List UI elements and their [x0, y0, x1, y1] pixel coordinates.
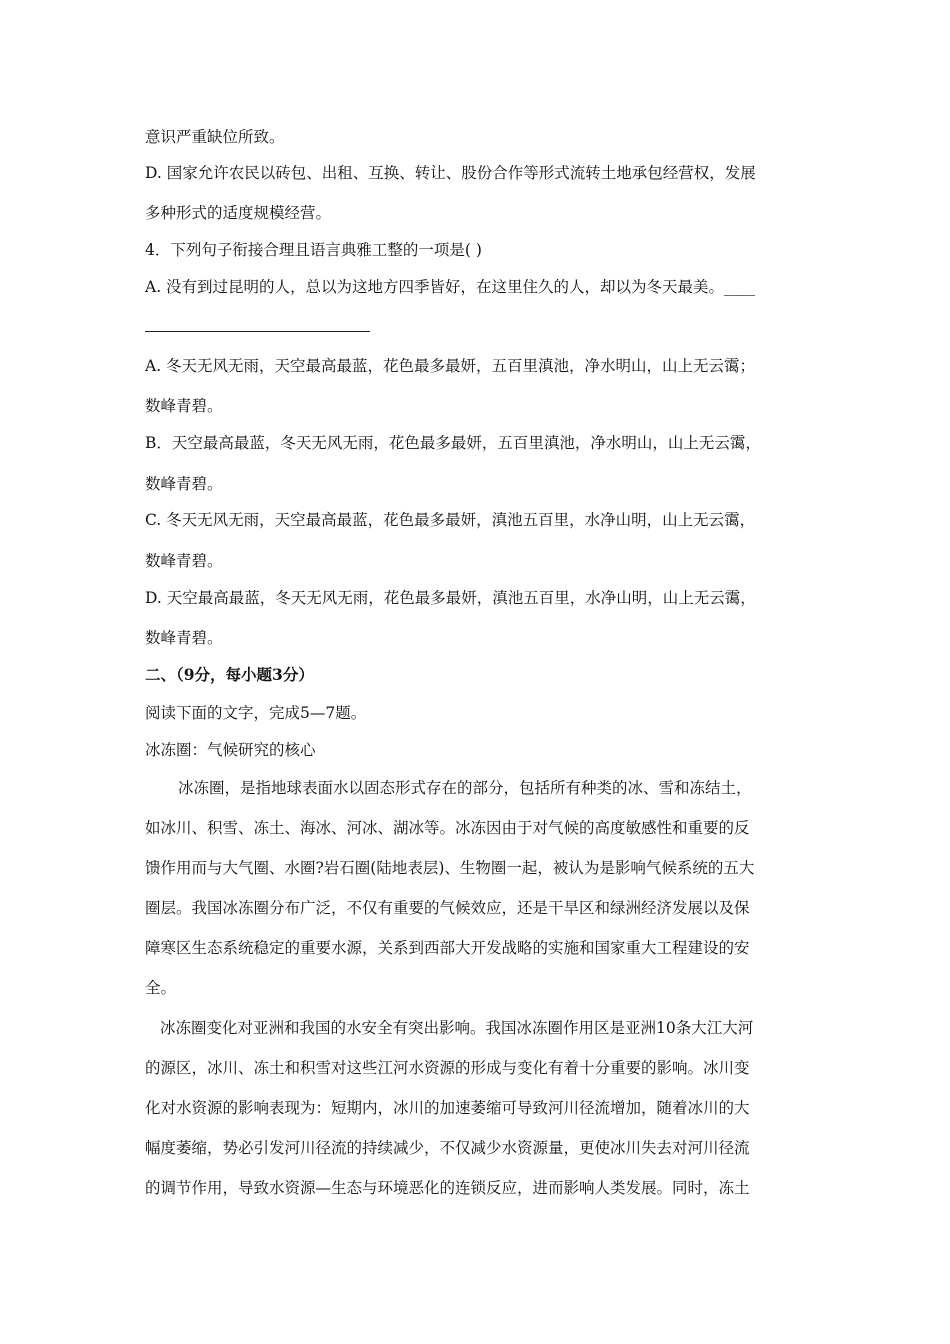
text-line: 意识严重缺位所致。 — [145, 128, 285, 146]
option-b: B．天空最高最蓝，冬天无风无雨，花色最多最妍，五百里滇池，净水明山，山上无云霭， — [145, 434, 761, 452]
paragraph-line: 的调节作用，导致水资源—生态与环境恶化的连锁反应，进而影响人类发展。同时，冻土 — [145, 1179, 750, 1197]
option-d-cont: 数峰青碧。 — [145, 629, 223, 647]
question-4-stem: A. 没有到过昆明的人，总以为这地方四季皆好，在这里住久的人，却以为冬天最美。____ — [145, 278, 756, 296]
option-c: C. 冬天无风无雨，天空最高最蓝，花色最多最妍，滇池五百里，水净山明，山上无云霭， — [145, 511, 756, 529]
option-c-cont: 数峰青碧。 — [145, 552, 223, 570]
paragraph-line: 馈作用而与大气圈、水圈?岩石圈(陆地表层)、生物圈一起，被认为是影响气候系统的五大 — [145, 859, 755, 877]
paragraph-line: 化对水资源的影响表现为：短期内，冰川的加速萎缩可导致河川径流增加，随着冰川的大 — [145, 1099, 750, 1117]
article-title: 冰冻圈：气候研究的核心 — [145, 741, 316, 759]
paragraph-line: 如冰川、积雪、冻土、海冰、河冰、湖冰等。冰冻因由于对气候的高度敏感性和重要的反 — [145, 819, 750, 837]
paragraph-line: 幅度萎缩，势必引发河川径流的持续减少，不仅减少水资源量，更使冰川失去对河川径流 — [145, 1139, 750, 1157]
option-a-cont: 数峰青碧。 — [145, 397, 223, 415]
option-a: A. 冬天无风无雨，天空最高最蓝，花色最多最妍，五百里滇池，净水明山，山上无云霭； — [145, 357, 756, 375]
paragraph-line: 障寒区生态系统稳定的重要水源，关系到西部大开发战略的实施和国家重大工程建设的安 — [145, 939, 750, 957]
instruction: 阅读下面的文字，完成5—7题。 — [145, 704, 367, 722]
paragraph-line: 冰冻圈变化对亚洲和我国的水安全有突出影响。我国冰冻圈作用区是亚洲10条大江大河 — [160, 1019, 754, 1037]
option-b-cont: 数峰青碧。 — [145, 475, 223, 493]
answer-blank-line — [145, 331, 370, 332]
section-heading: 二、（9分，每小题3分） — [145, 665, 314, 684]
text-line: D. 国家允许农民以砖包、出租、互换、转让、股份合作等形式流转土地承包经营权，发展 — [145, 164, 756, 182]
paragraph-line: 冰冻圈，是指地球表面水以固态形式存在的部分，包括所有种类的冰、雪和冻结土， — [178, 779, 752, 797]
paragraph-line: 全。 — [145, 979, 177, 997]
option-d: D. 天空最高最蓝，冬天无风无雨，花色最多最妍，滇池五百里，水净山明，山上无云霭， — [145, 589, 756, 607]
text-line: 多种形式的适度规模经营。 — [145, 204, 332, 222]
paragraph-line: 的源区，冰川、冻土和积雪对这些江河水资源的形成与变化有着十分重要的影响。冰川变 — [145, 1059, 750, 1077]
question-4: 4．下列句子衔接合理且语言典雅工整的一项是( ) — [145, 241, 482, 259]
paragraph-line: 圈层。我国冰冻圈分布广泛，不仅有重要的气候效应，还是干旱区和绿洲经济发展以及保 — [145, 899, 750, 917]
